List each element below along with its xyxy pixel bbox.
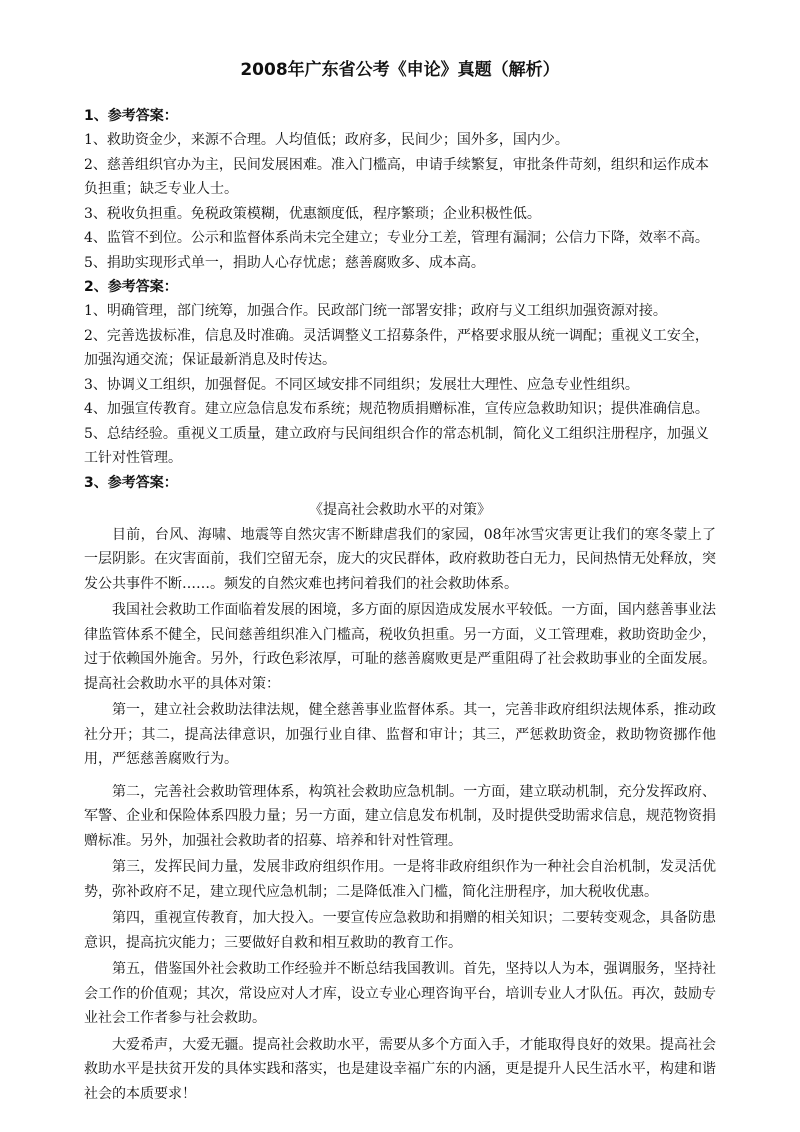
answer-item: 5、捐助实现形式单一，捐助人心存忧虑；慈善腐败多、成本高。 [84, 254, 485, 271]
essay-paragraph: 目前，台风、海啸、地震等自然灾害不断肆虐我们的家园，08年冰雪灾害更让我们的寒冬蒙上了一层阴影。在灾害面前，我们空留无奈，庞大的灾民群体，政府救助苍白无力，民间热情无处释放，突发公共事件不断……。频发的自然灾难也拷问着我们的社会救助体系。 [84, 526, 716, 592]
answer-item: 3、协调义工组织，加强督促。不同区域安排不同组织；发展壮大理性、应急专业性组织。 [84, 376, 639, 393]
section-heading: 3、参考答案： [84, 474, 178, 491]
answer-section-3 [84, 471, 716, 1107]
answer-section-2 [84, 275, 716, 471]
answer-item: 4、监管不到位。公示和监督体系尚未完全建立；专业分工差，管理有漏洞；公信力下降，效率不高。 [84, 230, 709, 246]
answer-item: 5、总结经验。重视义工质量，建立政府与民间组织合作的常态机制，简化义工组织注册程序，加强义工针对性管理。 [84, 425, 709, 466]
answer-item: 2、慈善组织官办为主，民间发展困难。准入门槛高，申请手续繁复，审批条件苛刻，组织和运作成本负担重；缺乏专业人士。 [84, 156, 709, 197]
essay-title: 《提高社会救助水平的对策》 [309, 501, 491, 518]
answer-item: 1、明确管理，部门统筹，加强合作。民政部门统一部署安排；政府与义工组织加强资源对接。 [84, 303, 667, 319]
answer-item: 3、税收负担重。免税政策模糊，优惠额度低，程序繁琐；企业积极性低。 [84, 205, 541, 222]
document-title: 2008年广东省公考《申论》真题（解析） [240, 60, 560, 80]
essay-paragraph: 我国社会救助工作面临着发展的困境，多方面的原因造成发展水平较低。一方面，国内慈善事业法律监管体系不健全，民间慈善组织准入门槛高，税收负担重。另一方面，义工管理难，救助资助金少，过于依赖国外施舍。另外，行政色彩浓厚，可耻的慈善腐败更是严重阻碍了社会救助事业的全面发展。提高社会救助水平的具体对策： [84, 602, 716, 692]
answer-item: 2、完善选拔标准，信息及时准确。灵活调整义工招募条件，严格要求服从统一调配；重视义工安全，加强沟通交流；保证最新消息及时传达。 [84, 327, 709, 368]
essay-paragraph: 第五，借鉴国外社会救助工作经验并不断总结我国教训。首先，坚持以人为本，强调服务，坚持社会工作的价值观；其次，常设应对人才库，设立专业心理咨询平台，培训专业人才队伍。再次，鼓励专业社会工作者参与社会救助。 [84, 961, 716, 1026]
essay-paragraph: 第三，发挥民间力量，发展非政府组织作用。一是将非政府组织作为一种社会自治机制，发灵活优势，弥补政府不足，建立现代应急机制；二是降低准入门槛，简化注册程序，加大税收优惠。 [84, 859, 716, 900]
essay-paragraph: 第二，完善社会救助管理体系，构筑社会救助应急机制。一方面，建立联动机制，充分发挥政府、军警、企业和保险体系四股力量；另一方面，建立信息发布机制，及时提供受助需求信息，规范物资捐赠标准。另外，加强社会救助者的招募、培养和针对性管理。 [84, 783, 716, 849]
essay-paragraph: 大爱希声，大爱无疆。提高社会救助水平，需要从多个方面入手，才能取得良好的效果。提高社会救助水平是扶贫开发的具体实践和落实，也是建设幸福广东的内涵，更是提升人民生活水平，构建和谐社会的本质要求！ [84, 1036, 716, 1102]
essay-paragraph: 第一，建立社会救助法律法规，健全慈善事业监督体系。其一，完善非政府组织法规体系，推动政社分开；其二，提高法律意识，加强行业自律、监督和审计；其三，严惩救助资金，救助物资挪作他用，严惩慈善腐败行为。 [84, 702, 716, 767]
answer-section-1 [84, 104, 716, 275]
answer-item: 4、加强宣传教育。建立应急信息发布系统；规范物质捐赠标准，宣传应急救助知识；提供准确信息。 [84, 401, 709, 417]
section-heading: 2、参考答案： [84, 279, 178, 295]
section-heading: 1、参考答案： [84, 108, 178, 124]
answer-item: 1、救助资金少，来源不合理。人均值低；政府多，民间少；国外多，国内少。 [84, 132, 569, 148]
essay-paragraph: 第四，重视宣传教育，加大投入。一要宣传应急救助和捐赠的相关知识；二要转变观念，具备防患意识，提高抗灾能力；三要做好自救和相互救助的教育工作。 [84, 910, 716, 951]
